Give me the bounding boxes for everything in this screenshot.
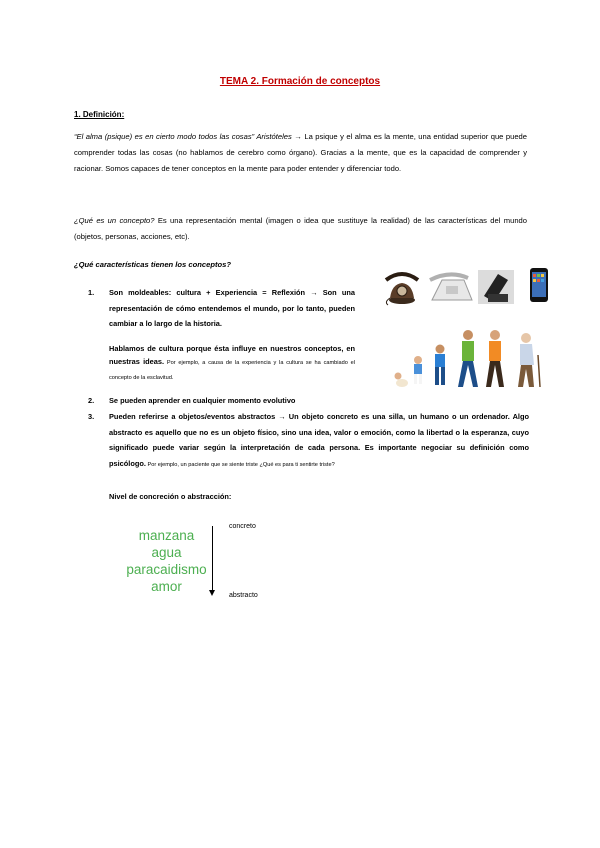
list-number: 1.	[88, 288, 95, 297]
list-text: Se pueden aprender en cualquier momento evolutivo	[109, 396, 296, 405]
abstraction-level-heading: Nivel de concreción o abstracción:	[109, 492, 232, 501]
list-text: Son moldeables: cultura + Experiencia = Reflexión → Son una representación de cómo entendemos el mundo, por lo tanto, pueden cambiar a lo largo de la historia.	[109, 288, 355, 328]
characteristics-question: ¿Qué características tienen los conceptos?	[74, 260, 231, 269]
abstract-label: abstracto	[229, 592, 258, 599]
phones-evolution-image	[380, 266, 555, 306]
aristotle-quote: “El alma (psique) es en cierto modo todos las cosas” Aristóteles	[74, 132, 292, 141]
word-item: agua	[151, 545, 182, 560]
smartphone-icon	[530, 268, 548, 302]
abstraction-arrow	[212, 526, 213, 592]
paragraph-concept	[74, 213, 527, 245]
list-note: Por ejemplo, un paciente que se siente triste ¿Qué es para ti sentirte triste?	[145, 461, 335, 468]
adult-figure	[458, 330, 478, 387]
human-evolution-image	[380, 305, 555, 390]
landline-phone-icon	[430, 274, 472, 300]
elderly-figure	[518, 333, 540, 387]
toddler-figure	[414, 356, 422, 384]
cordless-phone-icon	[478, 270, 514, 304]
child-figure	[435, 345, 445, 386]
arrow-down-icon	[209, 590, 215, 596]
concrete-label: concreto	[229, 523, 256, 530]
rotary-phone-icon	[386, 274, 418, 305]
concept-answer: Es una representación mental (imagen o idea que sustituye la realidad) de las características del mundo (objetos, personas, acciones, etc).	[74, 216, 527, 241]
list-number: 2.	[88, 396, 95, 405]
definition-text: → La psique y el alma es la mente, una entidad superior que puede comprender todas las cosas (no hablamos de cerebro como órgano). Gracias a la mente, que es la capacidad de comprender y racionar. Somos capaces de tener conceptos en la mente para poder entender y diferenciar todo.	[74, 132, 527, 173]
word-item: paracaidismo	[126, 562, 207, 577]
page-title: TEMA 2. Formación de conceptos	[219, 76, 381, 87]
word-item: amor	[151, 579, 182, 594]
middle-aged-figure	[486, 330, 504, 387]
culture-example: Por ejemplo, a causa de la experiencia y la cultura se ha cambiado el concepto de la esclavitud.	[109, 360, 355, 381]
word-item: manzana	[138, 528, 195, 543]
list-text: Pueden referirse a objetos/eventos abstractos → Un objeto concreto es una silla, un humano o un ordenador. Algo abstracto es aquello que no es un objeto físico, sino una idea, valor o emoción, como la libertad o la esperanza, cuyo significado puede variar según la interpretación de cada persona. Es importante negociar su definición como psicólogo. Por ejemplo, un paciente que se siente triste ¿Qué es para ti sentirte triste?	[109, 412, 529, 468]
section-heading: 1. Definición:	[74, 110, 125, 119]
paragraph-definition	[74, 129, 527, 177]
concept-question: ¿Qué es un concepto?	[74, 216, 155, 225]
culture-note: Hablamos de cultura porque ésta influye en nuestros conceptos, en nuestras ideas. Por ejemplo, a causa de la experiencia y la cultura se ha cambiado el concepto de la esclavitud.	[109, 344, 355, 381]
list-number: 3.	[88, 412, 95, 421]
baby-figure	[395, 373, 409, 388]
example-words	[104, 527, 229, 595]
